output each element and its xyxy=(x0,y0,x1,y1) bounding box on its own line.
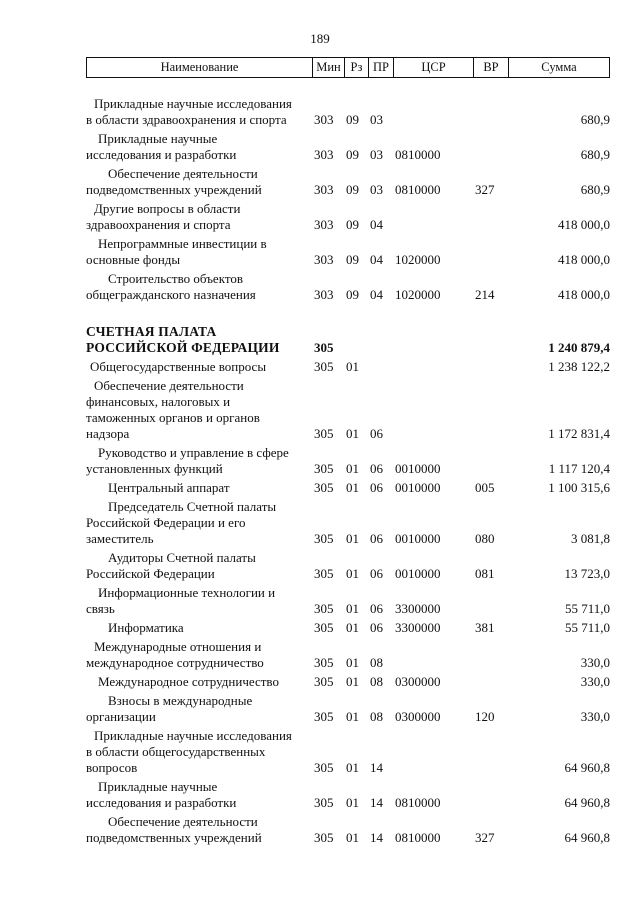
row-name-line: Взносы в международные xyxy=(108,693,253,708)
row-rz: 09 xyxy=(346,287,359,302)
row-name-line: основные фонды xyxy=(86,252,181,267)
row-name-line: Обеспечение деятельности xyxy=(108,814,258,829)
row-name-line: установленных функций xyxy=(86,461,223,476)
row-min: 303 xyxy=(314,112,334,127)
row-name-line: СЧЕТНАЯ ПАЛАТА xyxy=(86,324,217,339)
row-name-line: Информационные технологии и xyxy=(98,585,276,600)
table-row xyxy=(86,359,610,375)
row-pr: 06 xyxy=(370,620,383,635)
row-name-line: исследования и разработки xyxy=(86,147,237,162)
row-min: 305 xyxy=(314,795,334,810)
row-vr: 327 xyxy=(475,182,495,197)
row-rz: 01 xyxy=(346,426,359,441)
row-sum: 3 081,8 xyxy=(571,531,610,546)
row-sum: 13 723,0 xyxy=(564,566,610,581)
row-min: 305 xyxy=(314,359,334,374)
row-rz: 01 xyxy=(346,531,359,546)
row-name-line: Прикладные научные xyxy=(98,779,218,794)
table-row xyxy=(86,693,610,725)
row-rz: 01 xyxy=(346,461,359,476)
row-min: 305 xyxy=(314,655,334,670)
row-name xyxy=(86,728,312,776)
row-vr: 327 xyxy=(475,830,495,845)
row-sum: 1 172 831,4 xyxy=(548,426,610,441)
table-row xyxy=(86,201,610,233)
row-csr: 0010000 xyxy=(395,480,441,495)
row-pr: 08 xyxy=(370,709,383,724)
row-pr: 06 xyxy=(370,426,383,441)
table-header xyxy=(86,57,610,78)
table-row xyxy=(86,728,610,776)
table-row xyxy=(86,639,610,671)
row-name-line: финансовых, налоговых и xyxy=(86,394,231,409)
row-pr: 04 xyxy=(370,217,383,232)
row-min: 305 xyxy=(314,480,334,495)
row-name-line: Обеспечение деятельности xyxy=(108,166,258,181)
row-rz: 01 xyxy=(346,830,359,845)
row-csr: 0810000 xyxy=(395,182,441,197)
table-row xyxy=(86,445,610,477)
row-name xyxy=(86,166,312,198)
row-name-line: Общегосударственные вопросы xyxy=(90,359,267,374)
table-row xyxy=(86,674,610,690)
row-min: 305 xyxy=(314,461,334,476)
header-pr: ПР xyxy=(369,58,394,77)
header-sum: Сумма xyxy=(541,60,577,74)
page-number: 189 xyxy=(310,31,330,46)
row-sum: 680,9 xyxy=(580,112,610,127)
row-sum: 330,0 xyxy=(580,709,610,724)
row-sum: 64 960,8 xyxy=(564,830,610,845)
row-name xyxy=(86,620,312,636)
row-name-line: вопросов xyxy=(86,760,138,775)
row-min: 305 xyxy=(314,340,334,355)
row-name xyxy=(86,639,312,671)
row-min: 303 xyxy=(314,287,334,302)
row-name-line: Прикладные научные исследования xyxy=(94,728,292,743)
row-name xyxy=(86,236,312,268)
header-name: Наименование xyxy=(87,58,313,77)
row-sum: 680,9 xyxy=(580,147,610,162)
row-name-line: Российской Федерации и его xyxy=(86,515,246,530)
row-vr: 081 xyxy=(475,566,495,581)
row-name-line: заместитель xyxy=(86,531,154,546)
row-name-line: Непрограммные инвестиции в xyxy=(98,236,267,251)
row-min: 303 xyxy=(314,182,334,197)
row-sum: 680,9 xyxy=(580,182,610,197)
row-min: 305 xyxy=(314,620,334,635)
row-sum: 418 000,0 xyxy=(558,287,610,302)
row-vr: 214 xyxy=(475,287,495,302)
row-sum: 418 000,0 xyxy=(558,217,610,232)
header-csr: ЦСР xyxy=(394,58,474,77)
row-name xyxy=(86,378,312,442)
row-name xyxy=(86,480,312,496)
row-rz: 01 xyxy=(346,709,359,724)
row-pr: 06 xyxy=(370,531,383,546)
row-name-line: Российской Федерации xyxy=(86,566,215,581)
row-name xyxy=(86,324,312,356)
row-rz: 09 xyxy=(346,112,359,127)
row-csr: 0810000 xyxy=(395,830,441,845)
header-min: Мин xyxy=(313,58,345,77)
row-sum: 1 100 315,6 xyxy=(548,480,610,495)
row-spacer xyxy=(86,306,610,324)
table-row xyxy=(86,271,610,303)
row-name xyxy=(86,359,312,375)
row-sum: 330,0 xyxy=(580,674,610,689)
row-pr: 14 xyxy=(370,795,383,810)
row-min: 305 xyxy=(314,760,334,775)
row-csr: 1020000 xyxy=(395,252,441,267)
table-row xyxy=(86,620,610,636)
table-row xyxy=(86,96,610,128)
row-min: 305 xyxy=(314,601,334,616)
table-row xyxy=(86,324,610,356)
row-name-line: исследования и разработки xyxy=(86,795,237,810)
row-rz: 01 xyxy=(346,674,359,689)
table-row xyxy=(86,131,610,163)
row-name-line: РОССИЙСКОЙ ФЕДЕРАЦИИ xyxy=(86,340,280,355)
row-csr: 0300000 xyxy=(395,709,441,724)
row-min: 305 xyxy=(314,674,334,689)
row-name-line: подведомственных учреждений xyxy=(86,182,262,197)
table-row xyxy=(86,236,610,268)
row-rz: 01 xyxy=(346,359,359,374)
row-pr: 04 xyxy=(370,287,383,302)
row-name-line: общегражданского назначения xyxy=(86,287,256,302)
header-rz: Рз xyxy=(345,58,369,77)
row-sum: 64 960,8 xyxy=(564,795,610,810)
row-pr: 03 xyxy=(370,182,383,197)
row-rz: 01 xyxy=(346,620,359,635)
row-pr: 03 xyxy=(370,147,383,162)
row-rz: 09 xyxy=(346,182,359,197)
row-min: 303 xyxy=(314,252,334,267)
row-csr: 1020000 xyxy=(395,287,441,302)
row-sum: 1 240 879,4 xyxy=(548,340,610,355)
row-sum: 1 238 122,2 xyxy=(548,359,610,374)
row-sum: 64 960,8 xyxy=(564,760,610,775)
table-row xyxy=(86,550,610,582)
row-name xyxy=(86,674,312,690)
row-name xyxy=(86,201,312,233)
row-vr: 381 xyxy=(475,620,495,635)
table-row xyxy=(86,166,610,198)
row-name-line: здравоохранения и спорта xyxy=(86,217,231,232)
row-pr: 14 xyxy=(370,830,383,845)
row-min: 305 xyxy=(314,531,334,546)
row-pr: 08 xyxy=(370,655,383,670)
row-name-line: Центральный аппарат xyxy=(108,480,230,495)
row-name xyxy=(86,550,312,582)
table-body xyxy=(86,96,610,849)
row-name xyxy=(86,499,312,547)
row-name-line: Председатель Счетной палаты xyxy=(108,499,277,514)
row-pr: 06 xyxy=(370,566,383,581)
row-pr: 08 xyxy=(370,674,383,689)
row-min: 303 xyxy=(314,217,334,232)
row-vr: 005 xyxy=(475,480,495,495)
row-pr: 03 xyxy=(370,112,383,127)
row-name-line: Прикладные научные xyxy=(98,131,218,146)
row-name-line: Обеспечение деятельности xyxy=(94,378,244,393)
row-sum: 1 117 120,4 xyxy=(548,461,610,476)
row-name-line: связь xyxy=(86,601,115,616)
table-row xyxy=(86,814,610,846)
row-pr: 06 xyxy=(370,601,383,616)
table-row xyxy=(86,499,610,547)
table-row xyxy=(86,480,610,496)
row-min: 305 xyxy=(314,830,334,845)
row-rz: 01 xyxy=(346,601,359,616)
row-name-line: Другие вопросы в области xyxy=(94,201,241,216)
row-name-line: международное сотрудничество xyxy=(86,655,264,670)
row-rz: 09 xyxy=(346,252,359,267)
row-name-line: Международное сотрудничество xyxy=(98,674,279,689)
header-vr: ВР xyxy=(474,58,509,77)
row-name-line: в области общегосударственных xyxy=(86,744,266,759)
row-vr: 120 xyxy=(475,709,495,724)
row-name xyxy=(86,131,312,163)
row-name xyxy=(86,779,312,811)
row-name-line: Прикладные научные исследования xyxy=(94,96,292,111)
row-min: 305 xyxy=(314,426,334,441)
row-rz: 01 xyxy=(346,566,359,581)
row-name xyxy=(86,693,312,725)
row-min: 305 xyxy=(314,709,334,724)
row-csr: 0010000 xyxy=(395,461,441,476)
row-name-line: Аудиторы Счетной палаты xyxy=(108,550,256,565)
row-name-line: Строительство объектов xyxy=(108,271,243,286)
row-csr: 0810000 xyxy=(395,795,441,810)
row-csr: 0300000 xyxy=(395,674,441,689)
row-csr: 0810000 xyxy=(395,147,441,162)
row-pr: 14 xyxy=(370,760,383,775)
row-name-line: Информатика xyxy=(108,620,184,635)
row-name-line: таможенных органов и органов xyxy=(86,410,260,425)
row-rz: 01 xyxy=(346,655,359,670)
row-name xyxy=(86,445,312,477)
row-name-line: в области здравоохранения и спорта xyxy=(86,112,287,127)
row-name xyxy=(86,96,312,128)
row-name-line: подведомственных учреждений xyxy=(86,830,262,845)
row-rz: 09 xyxy=(346,217,359,232)
row-csr: 0010000 xyxy=(395,566,441,581)
row-sum: 55 711,0 xyxy=(564,620,610,635)
row-min: 303 xyxy=(314,147,334,162)
table-row xyxy=(86,779,610,811)
row-pr: 04 xyxy=(370,252,383,267)
row-vr: 080 xyxy=(475,531,495,546)
row-sum: 418 000,0 xyxy=(558,252,610,267)
row-name xyxy=(86,585,312,617)
row-pr: 06 xyxy=(370,461,383,476)
row-csr: 3300000 xyxy=(395,620,441,635)
row-rz: 01 xyxy=(346,760,359,775)
row-csr: 3300000 xyxy=(395,601,441,616)
row-rz: 09 xyxy=(346,147,359,162)
row-rz: 01 xyxy=(346,480,359,495)
row-name-line: надзора xyxy=(86,426,130,441)
row-name xyxy=(86,271,312,303)
row-sum: 55 711,0 xyxy=(564,601,610,616)
row-sum: 330,0 xyxy=(580,655,610,670)
row-pr: 06 xyxy=(370,480,383,495)
row-name-line: Международные отношения и xyxy=(94,639,262,654)
row-rz: 01 xyxy=(346,795,359,810)
row-csr: 0010000 xyxy=(395,531,441,546)
table-row xyxy=(86,585,610,617)
row-name-line: организации xyxy=(86,709,156,724)
table-row xyxy=(86,378,610,442)
row-name-line: Руководство и управление в сфере xyxy=(98,445,289,460)
row-min: 305 xyxy=(314,566,334,581)
row-name xyxy=(86,814,312,846)
